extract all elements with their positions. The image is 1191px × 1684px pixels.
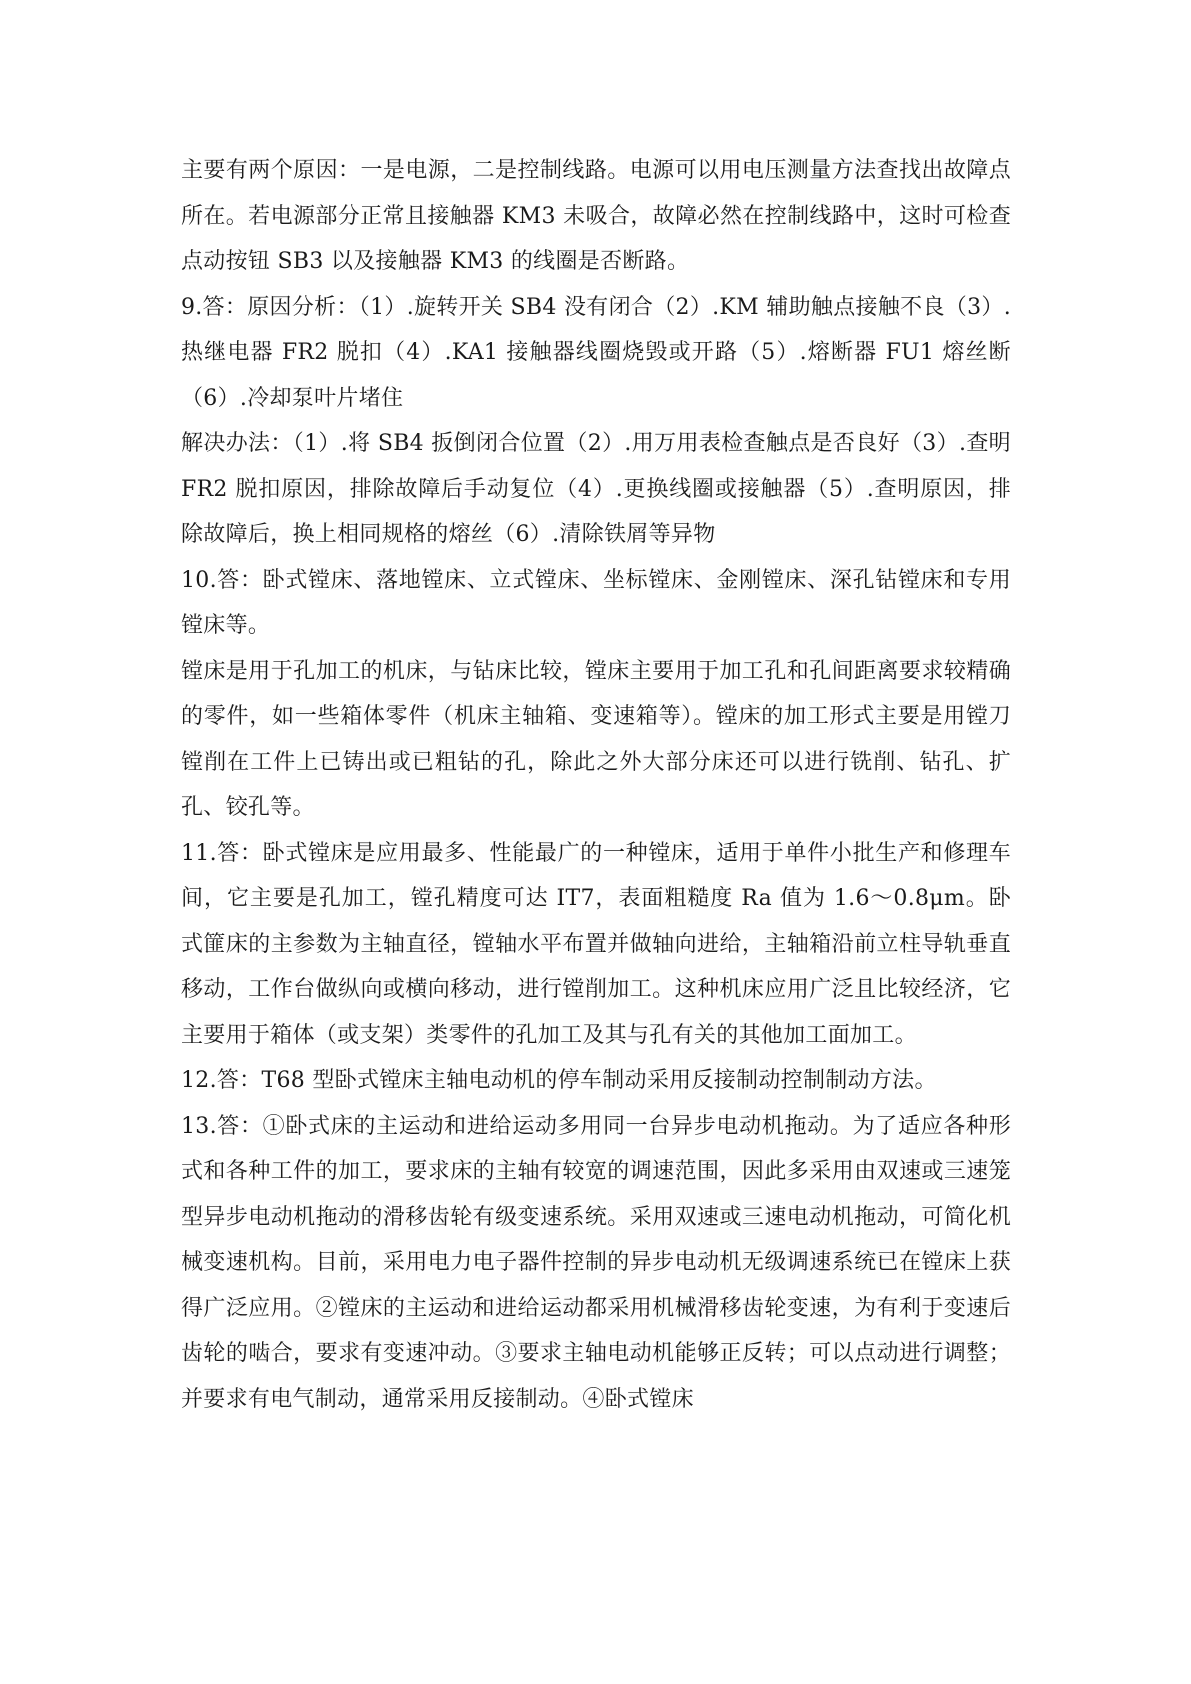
paragraph-answer-11: 11.答：卧式镗床是应用最多、性能最广的一种镗床，适用于单件小批生产和修理车间，它主要是孔加工，镗孔精度可达 IT7，表面粗糙度 Ra 值为 1.6～0.8μm。卧式篚床的主参数为主轴直径，镗轴水平布置并做轴向进给，主轴箱沿前立柱导轨垂直移动，工作台做纵向或横向移动，进行镗削加工。这种机床应用广泛且比较经济，它主要用于箱体（或支架）类零件的孔加工及其与孔有关的其他加工面加工。	[181, 840, 1011, 1048]
paragraph-answer-12: 12.答：T68 型卧式镗床主轴电动机的停车制动采用反接制动控制制动方法。	[181, 1068, 937, 1093]
paragraph-fault-causes: 主要有两个原因：一是电源，二是控制线路。电源可以用电压测量方法查找出故障点所在。若电源部分正常且接触器 KM3 未吸合，故障必然在控制线路中，这时可检查点动按钮 SB3 以及接触器 KM3 的线圈是否断路。	[181, 158, 1011, 274]
paragraph-answer-9-causes: 9.答：原因分析：（1）.旋转开关 SB4 没有闭合（2）.KM 辅助触点接触不良（3）.热继电器 FR2 脱扣（4）.KA1 接触器线圈烧毁或开路（5）.熔断器 FU1 熔丝断（6）.冷却泵叶片堵住	[181, 294, 1011, 411]
document-body	[181, 148, 1011, 1422]
paragraph-boring-machine-description: 镗床是用于孔加工的机床，与钻床比较，镗床主要用于加工孔和孔间距离要求较精确的零件，如一些箱体零件（机床主轴箱、变速箱等）。镗床的加工形式主要是用镗刀镗削在工件上已铸出或已粗钻的孔，除此之外大部分床还可以进行铣削、钻孔、扩孔、铰孔等。	[181, 658, 1011, 820]
paragraph-answer-9-solutions: 解决办法：（1）.将 SB4 扳倒闭合位置（2）.用万用表检查触点是否良好（3）.查明 FR2 脱扣原因，排除故障后手动复位（4）.更换线圈或接触器（5）.查明原因，排除故障后，换上相同规格的熔丝（6）.清除铁屑等异物	[181, 431, 1011, 547]
paragraph-answer-10: 10.答：卧式镗床、落地镗床、立式镗床、坐标镗床、金刚镗床、深孔钻镗床和专用镗床等。	[181, 567, 1011, 638]
paragraph-answer-13: 13.答：①卧式床的主运动和进给运动多用同一台异步电动机拖动。为了适应各种形式和各种工件的加工，要求床的主轴有较宽的调速范围，因此多采用由双速或三速笼型异步电动机拖动的滑移齿轮有级变速系统。采用双速或三速电动机拖动，可简化机械变速机构。目前，采用电力电子器件控制的异步电动机无级调速系统已在镗床上获得广泛应用。②镗床的主运动和进给运动都采用机械滑移齿轮变速，为有利于变速后齿轮的啮合，要求有变速冲动。③要求主轴电动机能够正反转；可以点动进行调整；并要求有电气制动，通常采用反接制动。④卧式镗床	[181, 1113, 1011, 1412]
